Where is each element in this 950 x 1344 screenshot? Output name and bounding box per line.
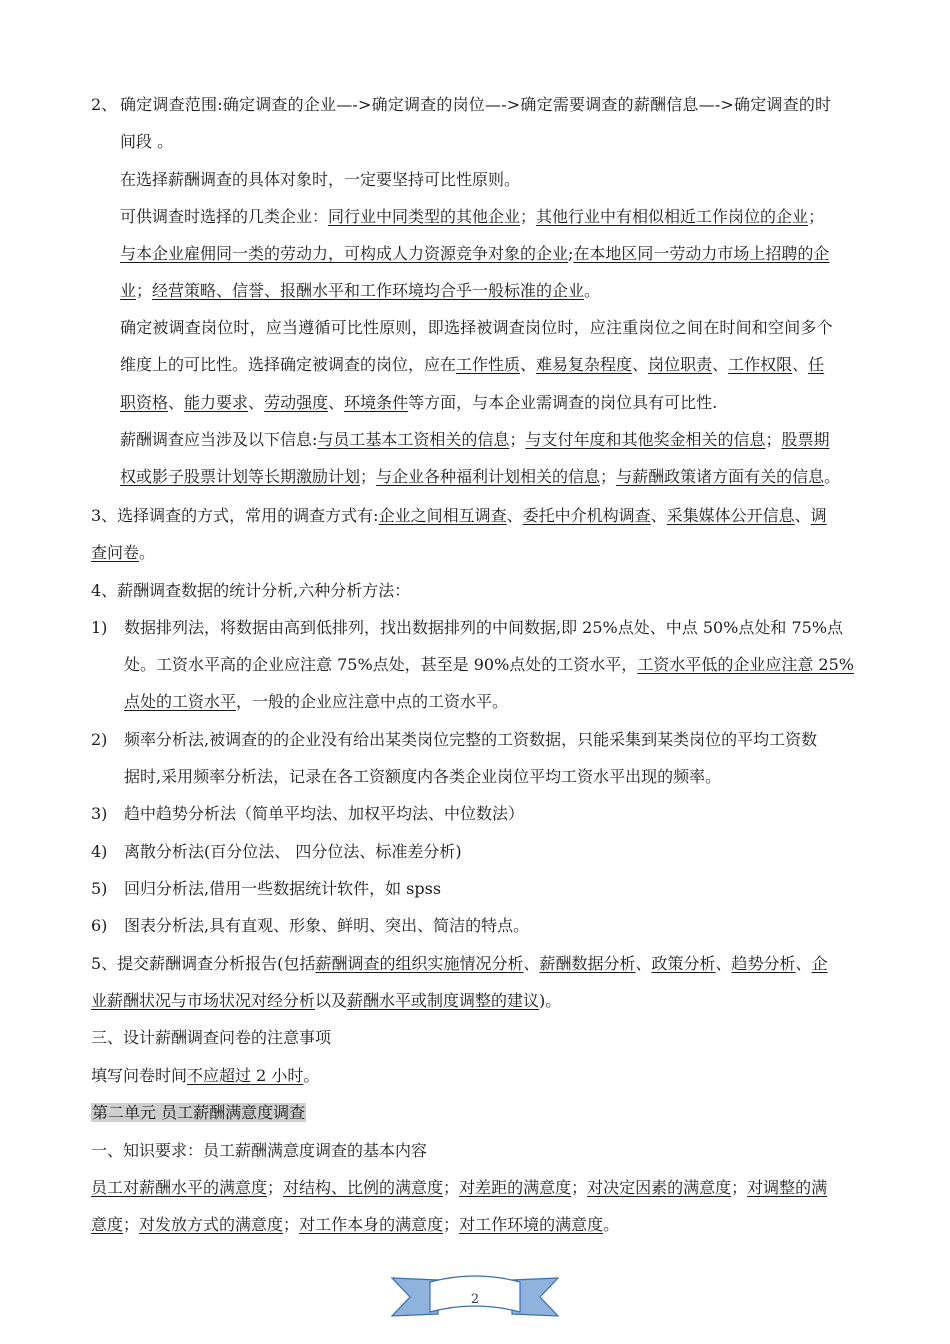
method-3-text: 趋中趋势分析法（简单平均法、加权平均法、中位数法） — [124, 804, 525, 823]
paragraph-info-line-2: 权或影子股票计划等长期激励计划；与企业各种福利计划相关的信息；与薪酬政策诸方面有关的信息。 — [120, 467, 841, 486]
section-2-line-2: 间段 。 — [120, 132, 174, 151]
method-2-line-2: 据时,采用频率分析法，记录在各工资额度内各类企业岗位平均工资水平出现的频率。 — [124, 767, 722, 786]
method-5-number: 5) — [91, 879, 108, 898]
heading-part-3: 三、设计薪酬调查问卷的注意事项 — [91, 1028, 332, 1047]
paragraph-post-line-1: 确定被调查岗位时，应当遵循可比性原则，即选择被调查岗位时，应注重岗位之间在时间和空间多个 — [120, 318, 833, 337]
satisfaction-line-2: 意度；对发放方式的满意度；对工作本身的满意度；对工作环境的满意度。 — [91, 1215, 620, 1234]
method-2-number: 2) — [91, 730, 108, 749]
method-4-number: 4) — [91, 842, 108, 861]
method-3-number: 3) — [91, 804, 108, 823]
method-1-line-3: 点处的工资水平，一般的企业应注意中点的工资水平。 — [124, 692, 509, 711]
knowledge-requirement: 一、知识要求：员工薪酬满意度调查的基本内容 — [91, 1141, 428, 1160]
page-footer — [390, 1270, 560, 1326]
method-1-line-1: 数据排列法，将数据由高到低排列，找出数据排列的中间数据,即 25%点处、中点 50%点处和 75%点 — [124, 618, 844, 637]
section-3-line-1: 3、选择调查的方式，常用的调查方式有:企业之间相互调查、委托中介机构调查、采集媒体公开信息、调 — [91, 506, 827, 525]
method-5-text: 回归分析法,借用一些数据统计软件，如 spss — [124, 879, 442, 898]
section-5-line-1: 5、提交薪酬调查分析报告(包括薪酬调查的组织实施情况分析、薪酬数据分析、政策分析、趋势分析、企 — [91, 954, 828, 973]
paragraph-comparability: 在选择薪酬调查的具体对象时，一定要坚持可比性原则。 — [120, 170, 521, 189]
method-4-text: 离散分析法(百分位法、 四分位法、标准差分析) — [124, 842, 462, 861]
satisfaction-line-1: 员工对薪酬水平的满意度；对结构、比例的满意度；对差距的满意度；对决定因素的满意度；对调整的满 — [91, 1178, 828, 1197]
section-2-line-1: 确定调查范围:确定调查的企业—->确定调查的岗位—->确定需要调查的薪酬信息—->确定调查的时 — [120, 95, 832, 114]
section-3-line-2: 查问卷。 — [91, 543, 156, 562]
method-6-number: 6) — [91, 916, 108, 935]
section-2-number: 2、 — [91, 95, 118, 114]
method-1-line-2: 处。工资水平高的企业应注意 75%点处，甚至是 90%点处的工资水平，工资水平低的企业应注意 25% — [124, 655, 854, 674]
unit-2-heading: 第二单元 员工薪酬满意度调查 — [92, 1103, 306, 1122]
page-number: 2 — [470, 1292, 480, 1307]
paragraph-post-line-2: 维度上的可比性。选择确定被调查的岗位，应在工作性质、难易复杂程度、岗位职责、工作权限、任 — [120, 355, 825, 374]
paragraph-company-types-line-1: 可供调查时选择的几类企业：同行业中同类型的其他企业；其他行业中有相似相近工作岗位的企业； — [120, 207, 825, 226]
method-1-number: 1) — [91, 618, 108, 637]
paragraph-company-types-line-2: 与本企业雇佣同一类的劳动力，可构成人力资源竞争对象的企业;在本地区同一劳动力市场上招聘的企 — [120, 244, 830, 263]
paragraph-post-line-3: 职资格、能力要求、劳动强度、环境条件等方面，与本企业需调查的岗位具有可比性. — [120, 393, 718, 412]
method-6-text: 图表分析法,具有直观、形象、鲜明、突出、简洁的特点。 — [124, 916, 530, 935]
method-2-line-1: 频率分析法,被调查的的企业没有给出某类岗位完整的工资数据，只能采集到某类岗位的平均工资数 — [124, 730, 818, 749]
section-5-line-2: 业薪酬状况与市场状况对经分析以及薪酬水平或制度调整的建议)。 — [91, 991, 562, 1010]
paragraph-info-line-1: 薪酬调查应当涉及以下信息:与员工基本工资相关的信息；与支付年度和其他奖金相关的信息；股票期 — [120, 430, 830, 449]
section-4-heading: 4、薪酬调查数据的统计分析,六种分析方法： — [91, 581, 411, 600]
fill-time-note: 填写问卷时间不应超过 2 小时。 — [91, 1066, 320, 1085]
paragraph-company-types-line-3: 业；经营策略、信誉、报酬水平和工作环境均合乎一般标准的企业。 — [120, 281, 601, 300]
